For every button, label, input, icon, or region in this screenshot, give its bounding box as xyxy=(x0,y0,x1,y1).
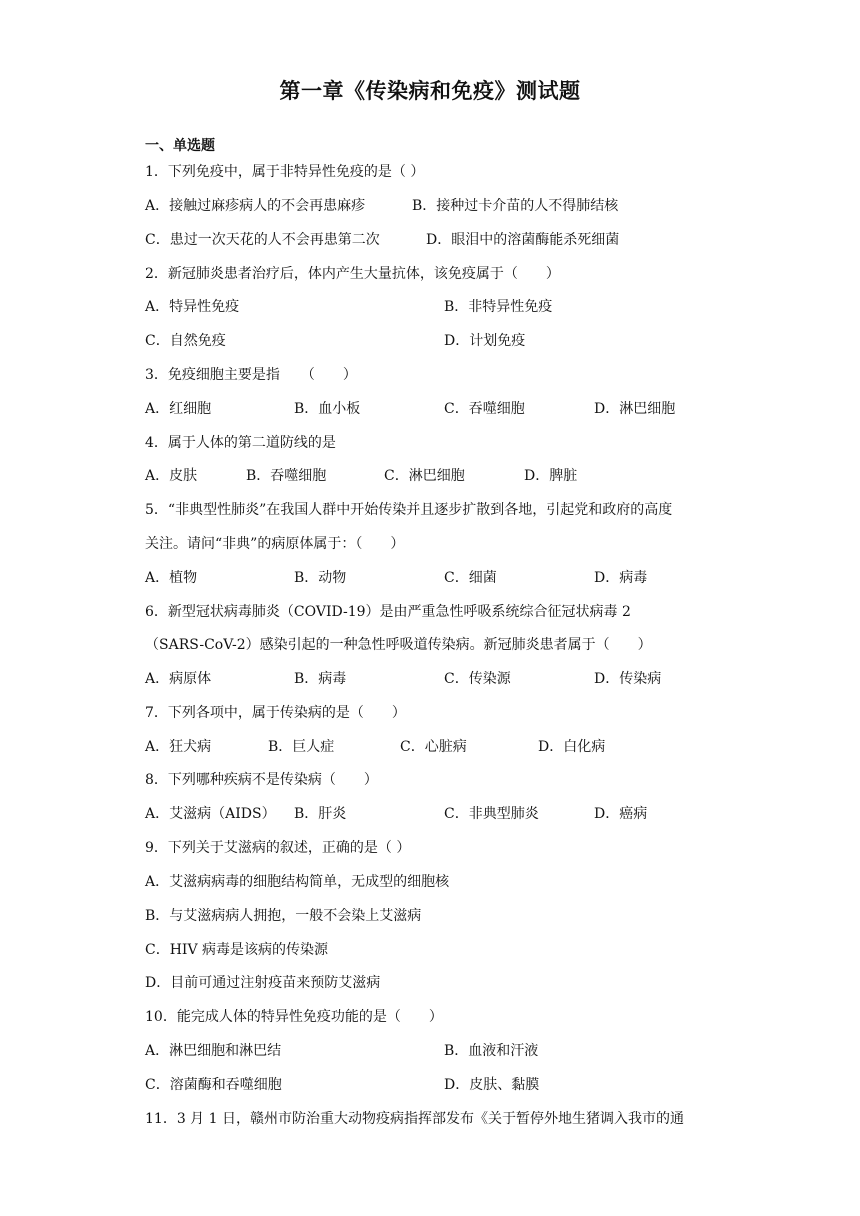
question-6-option-a: A．病原体 xyxy=(145,671,212,687)
question-5-option-b: B．动物 xyxy=(294,570,347,586)
question-2-stem: 2．新冠肺炎患者治疗后，体内产生大量抗体，该免疫属于（ ） xyxy=(145,266,560,282)
question-1-option-a: A．接触过麻疹病人的不会再患麻疹 xyxy=(145,198,366,214)
question-1-option-c: C．患过一次天花的人不会再患第二次 xyxy=(145,232,380,248)
question-1-option-d: D．眼泪中的溶菌酶能杀死细菌 xyxy=(426,232,620,248)
question-10-stem: 10．能完成人体的特异性免疫功能的是（ ） xyxy=(145,1009,443,1025)
question-4-option-a: A．皮肤 xyxy=(145,468,198,484)
question-3-option-a: A．红细胞 xyxy=(145,401,212,417)
question-10-option-d: D．皮肤、黏膜 xyxy=(444,1077,540,1093)
question-5-stem-line-2: 关注。请问“非典”的病原体属于：（ ） xyxy=(145,536,405,552)
question-9-option-a: A．艾滋病病毒的细胞结构简单，无成型的细胞核 xyxy=(145,874,450,890)
question-8-option-d: D．癌病 xyxy=(594,806,648,822)
question-8-stem: 8．下列哪种疾病不是传染病（ ） xyxy=(145,772,378,788)
question-2-option-a: A．特异性免疫 xyxy=(145,299,240,315)
question-2-option-b: B．非特异性免疫 xyxy=(444,299,553,315)
question-7-option-a: A．狂犬病 xyxy=(145,739,212,755)
section-heading: 一、单选题 xyxy=(145,138,215,154)
question-6-option-d: D．传染病 xyxy=(594,671,662,687)
question-9-option-c: C．HIV 病毒是该病的传染源 xyxy=(145,942,329,958)
question-11-stem: 11．3 月 1 日，赣州市防治重大动物疫病指挥部发布《关于暂停外地生猪调入我市的通 xyxy=(145,1111,684,1127)
question-6-option-c: C．传染源 xyxy=(444,671,511,687)
question-3-option-d: D．淋巴细胞 xyxy=(594,401,676,417)
question-4-option-c: C．淋巴细胞 xyxy=(384,468,465,484)
question-3-stem: 3．免疫细胞主要是指 （ ） xyxy=(145,367,357,383)
question-4-stem: 4．属于人体的第二道防线的是 xyxy=(145,435,336,451)
question-6-stem-line-2: （SARS-CoV-2）感染引起的一种急性呼吸道传染病。新冠肺炎患者属于（ ） xyxy=(145,637,652,653)
question-4-option-d: D．脾脏 xyxy=(524,468,578,484)
question-6-option-b: B．病毒 xyxy=(294,671,347,687)
question-9-option-d: D．目前可通过注射疫苗来预防艾滋病 xyxy=(145,975,381,991)
question-3-option-c: C．吞噬细胞 xyxy=(444,401,525,417)
question-10-option-b: B．血液和汗液 xyxy=(444,1043,539,1059)
question-5-option-d: D．病毒 xyxy=(594,570,648,586)
question-7-option-d: D．白化病 xyxy=(538,739,606,755)
page-title: 第一章《传染病和免疫》测试题 xyxy=(279,79,581,103)
question-2-option-d: D．计划免疫 xyxy=(444,333,526,349)
question-6-stem-line-1: 6．新型冠状病毒肺炎（COVID-19）是由严重急性呼吸系统综合征冠状病毒 2 xyxy=(145,604,631,620)
question-10-option-c: C．溶菌酶和吞噬细胞 xyxy=(145,1077,282,1093)
question-5-stem-line-1: 5．“非典型性肺炎”在我国人群中开始传染并且逐步扩散到各地，引起党和政府的高度 xyxy=(145,502,673,518)
question-8-option-a: A．艾滋病（AIDS） xyxy=(145,806,276,822)
question-9-option-b: B．与艾滋病病人拥抱，一般不会染上艾滋病 xyxy=(145,908,422,924)
question-7-option-b: B．巨人症 xyxy=(268,739,335,755)
question-1-option-b: B．接种过卡介苗的人不得肺结核 xyxy=(412,198,619,214)
question-8-option-c: C．非典型肺炎 xyxy=(444,806,539,822)
question-5-option-c: C．细菌 xyxy=(444,570,497,586)
question-5-option-a: A．植物 xyxy=(145,570,198,586)
question-9-stem: 9．下列关于艾滋病的叙述，正确的是（ ） xyxy=(145,840,411,856)
question-1-stem: 1．下列免疫中，属于非特异性免疫的是（ ） xyxy=(145,164,425,180)
question-7-option-c: C．心脏病 xyxy=(400,739,467,755)
question-4-option-b: B．吞噬细胞 xyxy=(246,468,327,484)
question-7-stem: 7．下列各项中，属于传染病的是（ ） xyxy=(145,705,406,721)
question-10-option-a: A．淋巴细胞和淋巴结 xyxy=(145,1043,282,1059)
question-8-option-b: B．肝炎 xyxy=(294,806,347,822)
question-3-option-b: B．血小板 xyxy=(294,401,361,417)
question-2-option-c: C．自然免疫 xyxy=(145,333,226,349)
